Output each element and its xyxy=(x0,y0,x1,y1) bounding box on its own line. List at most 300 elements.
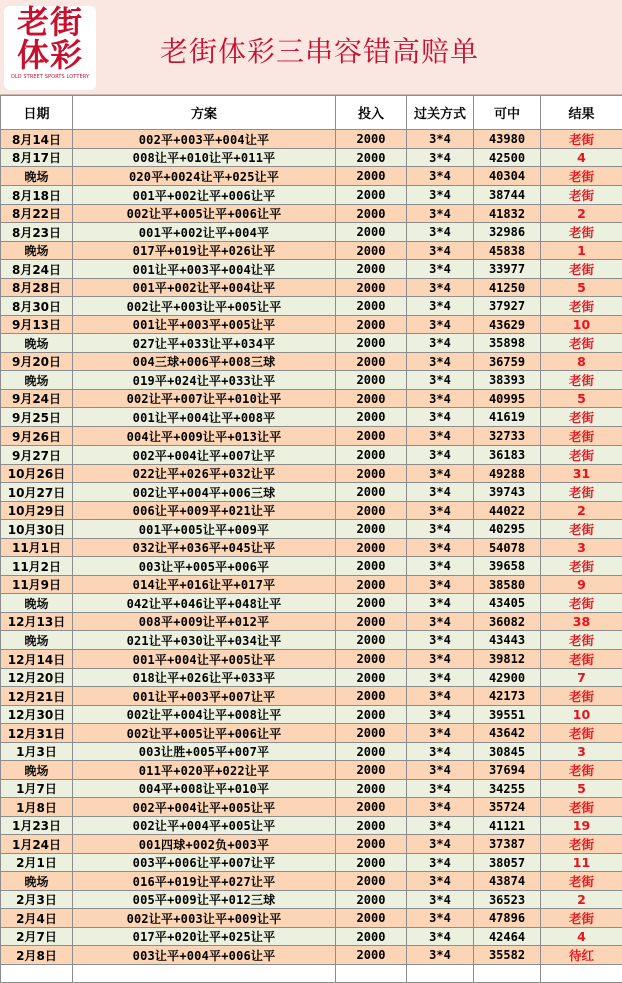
page-title: 老街体彩三串容错高赔单 xyxy=(160,30,479,70)
cell-mode: 3*4 xyxy=(407,390,474,408)
table-row xyxy=(1,724,622,743)
cell-mode: 3*4 xyxy=(407,909,474,928)
cell-payout: 43405 xyxy=(474,594,541,613)
cell-mode: 3*4 xyxy=(407,167,474,186)
cell-payout: 35582 xyxy=(474,946,541,965)
cell-stake: 2000 xyxy=(336,631,407,650)
cell-stake: 2000 xyxy=(336,149,407,167)
cell-mode: 3*4 xyxy=(407,502,474,520)
cell-date: 8月18日 xyxy=(1,186,73,205)
cell-stake: 2000 xyxy=(336,576,407,594)
table-row xyxy=(1,205,622,223)
cell-result: 老街 xyxy=(541,260,622,279)
cell-mode: 3*4 xyxy=(407,780,474,798)
cell-mode: 3*4 xyxy=(407,520,474,539)
cell-payout: 43443 xyxy=(474,631,541,650)
cell-mode: 3*4 xyxy=(407,223,474,242)
cell-date: 1月7日 xyxy=(1,780,73,798)
cell-plan: 002让平+004平+006三球 xyxy=(73,483,336,502)
cell-stake: 2000 xyxy=(336,798,407,817)
cell-plan: 016平+019让平+027让平 xyxy=(73,872,336,891)
table-row xyxy=(1,502,622,520)
cell-plan: 001平+002让平+004让平 xyxy=(73,279,336,297)
cell-date: 9月13日 xyxy=(1,316,73,334)
cell-result: 9 xyxy=(541,576,622,594)
table-row xyxy=(1,835,622,854)
cell-date: 8月30日 xyxy=(1,297,73,316)
cell-payout: 35898 xyxy=(474,334,541,353)
cell-stake: 2000 xyxy=(336,594,407,613)
cell-plan: 003让平+004平+006让平 xyxy=(73,946,336,965)
cell-result: 老街 xyxy=(541,167,622,186)
cell-plan: 005平+009让平+012三球 xyxy=(73,891,336,909)
cell-result: 3 xyxy=(541,743,622,761)
cell-date: 9月25日 xyxy=(1,408,73,427)
cell-plan: 020平+0024让平+025让平 xyxy=(73,167,336,186)
cell-mode: 3*4 xyxy=(407,371,474,390)
cell-result: 11 xyxy=(541,854,622,872)
cell-mode: 3*4 xyxy=(407,706,474,724)
cell-date: 晚场 xyxy=(1,872,73,891)
cell-mode: 3*4 xyxy=(407,408,474,427)
cell-stake: 2000 xyxy=(336,557,407,576)
cell-payout: 37387 xyxy=(474,835,541,854)
cell-result: 老街 xyxy=(541,650,622,669)
cell-mode: 3*4 xyxy=(407,446,474,465)
cell-payout: 44022 xyxy=(474,502,541,520)
cell-payout: 38580 xyxy=(474,576,541,594)
cell-payout: 43980 xyxy=(474,130,541,149)
cell-plan: 002让平+003让平+005让平 xyxy=(73,297,336,316)
cell-mode: 3*4 xyxy=(407,539,474,557)
table-row xyxy=(1,669,622,687)
cell-payout: 32733 xyxy=(474,427,541,446)
cell-empty xyxy=(541,965,622,983)
cell-date: 9月20日 xyxy=(1,353,73,371)
cell-stake: 2000 xyxy=(336,909,407,928)
cell-plan: 021让平+030让平+034让平 xyxy=(73,631,336,650)
column-header-mode: 过关方式 xyxy=(407,96,474,130)
cell-mode: 3*4 xyxy=(407,334,474,353)
cell-mode: 3*4 xyxy=(407,650,474,669)
cell-payout: 42500 xyxy=(474,149,541,167)
cell-mode: 3*4 xyxy=(407,205,474,223)
table-row xyxy=(1,316,622,334)
cell-stake: 2000 xyxy=(336,483,407,502)
cell-mode: 3*4 xyxy=(407,854,474,872)
cell-date: 11月2日 xyxy=(1,557,73,576)
cell-stake: 2000 xyxy=(336,371,407,390)
cell-date: 晚场 xyxy=(1,594,73,613)
cell-result: 2 xyxy=(541,502,622,520)
cell-payout: 49288 xyxy=(474,465,541,483)
cell-payout: 36523 xyxy=(474,891,541,909)
cell-date: 12月31日 xyxy=(1,724,73,743)
cell-plan: 001平+005让平+009平 xyxy=(73,520,336,539)
cell-plan: 002让平+007让平+010让平 xyxy=(73,390,336,408)
cell-mode: 3*4 xyxy=(407,724,474,743)
cell-date: 1月8日 xyxy=(1,798,73,817)
cell-payout: 40295 xyxy=(474,520,541,539)
cell-empty xyxy=(474,965,541,983)
cell-stake: 2000 xyxy=(336,854,407,872)
table-row xyxy=(1,631,622,650)
cell-stake: 2000 xyxy=(336,835,407,854)
cell-plan: 002让平+004让平+008让平 xyxy=(73,706,336,724)
table-row xyxy=(1,613,622,631)
cell-result: 老街 xyxy=(541,594,622,613)
cell-stake: 2000 xyxy=(336,242,407,260)
cell-stake: 2000 xyxy=(336,279,407,297)
table-row xyxy=(1,761,622,780)
cell-mode: 3*4 xyxy=(407,669,474,687)
table-header-row xyxy=(1,96,622,130)
cell-payout: 40304 xyxy=(474,167,541,186)
cell-stake: 2000 xyxy=(336,817,407,835)
cell-plan: 002让平+005让平+006让平 xyxy=(73,724,336,743)
cell-date: 8月24日 xyxy=(1,260,73,279)
logo-text-line1: 老街 xyxy=(4,6,96,39)
cell-date: 晚场 xyxy=(1,167,73,186)
cell-date: 12月30日 xyxy=(1,706,73,724)
cell-plan: 004平+008让平+010平 xyxy=(73,780,336,798)
table-row xyxy=(1,650,622,669)
cell-result: 老街 xyxy=(541,186,622,205)
cell-result: 老街 xyxy=(541,334,622,353)
cell-payout: 42464 xyxy=(474,928,541,946)
cell-result: 3 xyxy=(541,539,622,557)
table-row xyxy=(1,891,622,909)
cell-mode: 3*4 xyxy=(407,557,474,576)
cell-result: 老街 xyxy=(541,483,622,502)
table-row xyxy=(1,223,622,242)
cell-mode: 3*4 xyxy=(407,798,474,817)
cell-plan: 019平+024让平+033让平 xyxy=(73,371,336,390)
cell-stake: 2000 xyxy=(336,669,407,687)
table-row xyxy=(1,167,622,186)
cell-mode: 3*4 xyxy=(407,631,474,650)
cell-plan: 001四球+002负+003平 xyxy=(73,835,336,854)
cell-stake: 2000 xyxy=(336,780,407,798)
cell-plan: 042让平+046让平+048让平 xyxy=(73,594,336,613)
column-header-payout: 可中 xyxy=(474,96,541,130)
cell-payout: 45838 xyxy=(474,242,541,260)
cell-date: 2月4日 xyxy=(1,909,73,928)
logo-subtitle: OLD STREET SPORTS LOTTERY xyxy=(4,72,96,82)
cell-mode: 3*4 xyxy=(407,242,474,260)
cell-stake: 2000 xyxy=(336,687,407,706)
cell-plan: 008让平+010让平+011平 xyxy=(73,149,336,167)
cell-result: 老街 xyxy=(541,446,622,465)
cell-mode: 3*4 xyxy=(407,835,474,854)
cell-payout: 38744 xyxy=(474,186,541,205)
table-row xyxy=(1,743,622,761)
cell-result: 5 xyxy=(541,279,622,297)
cell-payout: 43629 xyxy=(474,316,541,334)
cell-date: 晚场 xyxy=(1,371,73,390)
cell-date: 晚场 xyxy=(1,334,73,353)
cell-date: 2月3日 xyxy=(1,891,73,909)
table-row xyxy=(1,483,622,502)
cell-plan: 014让平+016让平+017平 xyxy=(73,576,336,594)
cell-result: 31 xyxy=(541,465,622,483)
cell-date: 11月9日 xyxy=(1,576,73,594)
cell-date: 8月28日 xyxy=(1,279,73,297)
cell-mode: 3*4 xyxy=(407,316,474,334)
cell-payout: 30845 xyxy=(474,743,541,761)
cell-stake: 2000 xyxy=(336,316,407,334)
cell-date: 9月24日 xyxy=(1,390,73,408)
cell-mode: 3*4 xyxy=(407,260,474,279)
cell-mode: 3*4 xyxy=(407,576,474,594)
cell-stake: 2000 xyxy=(336,408,407,427)
cell-payout: 36759 xyxy=(474,353,541,371)
table-row xyxy=(1,149,622,167)
cell-mode: 3*4 xyxy=(407,743,474,761)
cell-result: 老街 xyxy=(541,520,622,539)
table-row xyxy=(1,427,622,446)
cell-empty xyxy=(73,965,336,983)
cell-stake: 2000 xyxy=(336,539,407,557)
cell-mode: 3*4 xyxy=(407,427,474,446)
cell-result: 老街 xyxy=(541,371,622,390)
cell-stake: 2000 xyxy=(336,650,407,669)
cell-stake: 2000 xyxy=(336,186,407,205)
cell-mode: 3*4 xyxy=(407,465,474,483)
cell-plan: 002平+004让平+005让平 xyxy=(73,798,336,817)
cell-stake: 2000 xyxy=(336,891,407,909)
cell-result: 老街 xyxy=(541,724,622,743)
cell-stake: 2000 xyxy=(336,223,407,242)
table-row xyxy=(1,780,622,798)
table-row xyxy=(1,706,622,724)
cell-payout: 35724 xyxy=(474,798,541,817)
table-row xyxy=(1,798,622,817)
cell-date: 10月29日 xyxy=(1,502,73,520)
cell-empty xyxy=(407,965,474,983)
table-row xyxy=(1,390,622,408)
cell-date: 2月7日 xyxy=(1,928,73,946)
column-header-result: 结果 xyxy=(541,96,622,130)
table-row xyxy=(1,186,622,205)
cell-plan: 002让平+005让平+006让平 xyxy=(73,205,336,223)
cell-stake: 2000 xyxy=(336,724,407,743)
cell-mode: 3*4 xyxy=(407,353,474,371)
cell-mode: 3*4 xyxy=(407,761,474,780)
cell-stake: 2000 xyxy=(336,334,407,353)
cell-stake: 2000 xyxy=(336,613,407,631)
table-row xyxy=(1,539,622,557)
column-header-date: 日期 xyxy=(1,96,73,130)
cell-plan: 006让平+009平+021让平 xyxy=(73,502,336,520)
cell-mode: 3*4 xyxy=(407,297,474,316)
table-row xyxy=(1,687,622,706)
table-row xyxy=(1,594,622,613)
cell-stake: 2000 xyxy=(336,928,407,946)
column-header-stake: 投入 xyxy=(336,96,407,130)
table-row xyxy=(1,557,622,576)
page-header xyxy=(0,0,622,95)
cell-payout: 36082 xyxy=(474,613,541,631)
cell-date: 8月22日 xyxy=(1,205,73,223)
cell-plan: 008平+009让平+012平 xyxy=(73,613,336,631)
cell-stake: 2000 xyxy=(336,465,407,483)
logo-text-line2: 体彩 xyxy=(4,39,96,72)
cell-payout: 47896 xyxy=(474,909,541,928)
cell-date: 2月8日 xyxy=(1,946,73,965)
cell-plan: 002平+004让平+007让平 xyxy=(73,446,336,465)
cell-stake: 2000 xyxy=(336,353,407,371)
table-row xyxy=(1,817,622,835)
cell-result: 5 xyxy=(541,780,622,798)
table-row xyxy=(1,297,622,316)
cell-plan: 022让平+026平+032让平 xyxy=(73,465,336,483)
cell-mode: 3*4 xyxy=(407,186,474,205)
cell-result: 老街 xyxy=(541,408,622,427)
cell-date: 12月14日 xyxy=(1,650,73,669)
cell-result: 4 xyxy=(541,928,622,946)
cell-plan: 001让平+003平+005让平 xyxy=(73,316,336,334)
cell-date: 8月14日 xyxy=(1,130,73,149)
cell-plan: 018让平+026让平+033平 xyxy=(73,669,336,687)
cell-payout: 33977 xyxy=(474,260,541,279)
cell-payout: 41250 xyxy=(474,279,541,297)
cell-payout: 41121 xyxy=(474,817,541,835)
cell-result: 待红 xyxy=(541,946,622,965)
cell-payout: 37694 xyxy=(474,761,541,780)
cell-plan: 032让平+036平+045让平 xyxy=(73,539,336,557)
cell-payout: 37927 xyxy=(474,297,541,316)
table-row xyxy=(1,854,622,872)
cell-payout: 39812 xyxy=(474,650,541,669)
cell-result: 7 xyxy=(541,669,622,687)
cell-plan: 001平+002让平+006让平 xyxy=(73,186,336,205)
cell-date: 8月17日 xyxy=(1,149,73,167)
table-row xyxy=(1,260,622,279)
cell-date: 9月27日 xyxy=(1,446,73,465)
cell-result: 5 xyxy=(541,390,622,408)
cell-payout: 34255 xyxy=(474,780,541,798)
cell-date: 晚场 xyxy=(1,242,73,260)
cell-mode: 3*4 xyxy=(407,130,474,149)
cell-payout: 41619 xyxy=(474,408,541,427)
cell-plan: 004三球+006平+008三球 xyxy=(73,353,336,371)
cell-stake: 2000 xyxy=(336,205,407,223)
cell-payout: 43874 xyxy=(474,872,541,891)
cell-payout: 38057 xyxy=(474,854,541,872)
column-header-plan: 方案 xyxy=(73,96,336,130)
table-row xyxy=(1,446,622,465)
table-row xyxy=(1,130,622,149)
cell-stake: 2000 xyxy=(336,946,407,965)
cell-plan: 027让平+033让平+034平 xyxy=(73,334,336,353)
cell-result: 老街 xyxy=(541,631,622,650)
cell-date: 12月20日 xyxy=(1,669,73,687)
cell-plan: 002让平+004平+005让平 xyxy=(73,817,336,835)
cell-plan: 001平+002让平+004平 xyxy=(73,223,336,242)
cell-result: 10 xyxy=(541,706,622,724)
table-row xyxy=(1,279,622,297)
table-row xyxy=(1,353,622,371)
table-row-empty xyxy=(1,965,622,983)
cell-plan: 001让平+004让平+008平 xyxy=(73,408,336,427)
cell-payout: 36183 xyxy=(474,446,541,465)
cell-mode: 3*4 xyxy=(407,279,474,297)
cell-result: 老街 xyxy=(541,761,622,780)
cell-empty xyxy=(1,965,73,983)
cell-result: 4 xyxy=(541,149,622,167)
cell-payout: 32986 xyxy=(474,223,541,242)
cell-date: 2月1日 xyxy=(1,854,73,872)
cell-date: 10月27日 xyxy=(1,483,73,502)
cell-plan: 003平+006让平+007让平 xyxy=(73,854,336,872)
cell-stake: 2000 xyxy=(336,706,407,724)
cell-stake: 2000 xyxy=(336,390,407,408)
table-row xyxy=(1,334,622,353)
cell-date: 12月13日 xyxy=(1,613,73,631)
cell-date: 10月30日 xyxy=(1,520,73,539)
table-row xyxy=(1,872,622,891)
table-row xyxy=(1,242,622,260)
cell-payout: 38393 xyxy=(474,371,541,390)
cell-plan: 011平+020平+022让平 xyxy=(73,761,336,780)
table-row xyxy=(1,946,622,965)
table-row xyxy=(1,928,622,946)
table-row xyxy=(1,465,622,483)
cell-plan: 003让平+005平+006平 xyxy=(73,557,336,576)
cell-stake: 2000 xyxy=(336,297,407,316)
cell-plan: 002让平+003让平+009让平 xyxy=(73,909,336,928)
cell-date: 10月26日 xyxy=(1,465,73,483)
cell-payout: 43642 xyxy=(474,724,541,743)
cell-date: 12月21日 xyxy=(1,687,73,706)
cell-payout: 42173 xyxy=(474,687,541,706)
cell-payout: 39743 xyxy=(474,483,541,502)
cell-result: 老街 xyxy=(541,872,622,891)
cell-mode: 3*4 xyxy=(407,928,474,946)
cell-stake: 2000 xyxy=(336,260,407,279)
table-row xyxy=(1,909,622,928)
cell-date: 晚场 xyxy=(1,631,73,650)
cell-mode: 3*4 xyxy=(407,483,474,502)
cell-result: 老街 xyxy=(541,557,622,576)
cell-date: 11月1日 xyxy=(1,539,73,557)
cell-stake: 2000 xyxy=(336,743,407,761)
cell-stake: 2000 xyxy=(336,502,407,520)
table-row xyxy=(1,408,622,427)
table-row xyxy=(1,576,622,594)
cell-plan: 001平+004让平+005让平 xyxy=(73,650,336,669)
cell-result: 老街 xyxy=(541,130,622,149)
cell-payout: 41832 xyxy=(474,205,541,223)
cell-mode: 3*4 xyxy=(407,891,474,909)
cell-stake: 2000 xyxy=(336,167,407,186)
cell-plan: 001让平+003平+007让平 xyxy=(73,687,336,706)
cell-result: 老街 xyxy=(541,835,622,854)
cell-result: 老街 xyxy=(541,909,622,928)
cell-mode: 3*4 xyxy=(407,149,474,167)
cell-payout: 39551 xyxy=(474,706,541,724)
cell-result: 老街 xyxy=(541,223,622,242)
cell-result: 老街 xyxy=(541,427,622,446)
cell-date: 9月26日 xyxy=(1,427,73,446)
cell-result: 2 xyxy=(541,205,622,223)
cell-stake: 2000 xyxy=(336,446,407,465)
cell-plan: 017平+019让平+026让平 xyxy=(73,242,336,260)
cell-stake: 2000 xyxy=(336,130,407,149)
cell-payout: 42900 xyxy=(474,669,541,687)
cell-plan: 017平+020让平+025让平 xyxy=(73,928,336,946)
